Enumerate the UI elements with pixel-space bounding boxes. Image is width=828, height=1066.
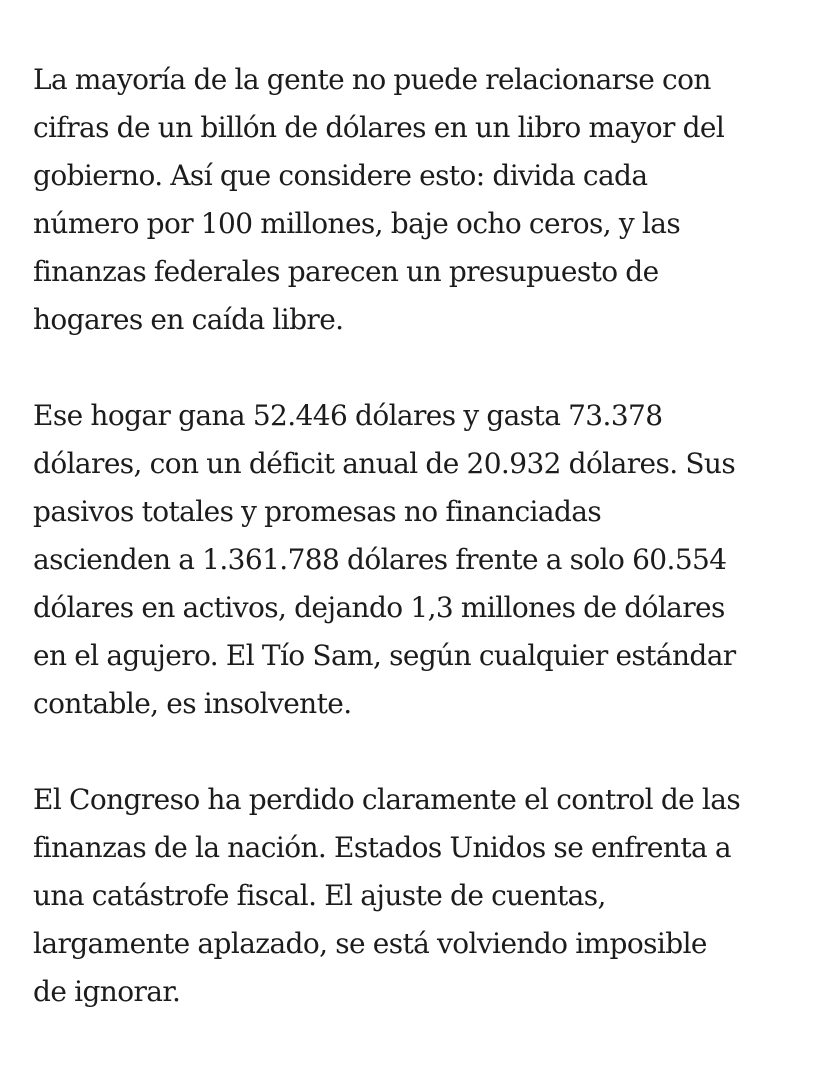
paragraph-line: contable, es insolvente. xyxy=(33,687,352,720)
paragraph-line: finanzas federales parecen un presupuesto de xyxy=(33,255,659,288)
paragraph-line: pasivos totales y promesas no financiadas xyxy=(33,495,602,528)
paragraph-line: ascienden a 1.361.788 dólares frente a solo 60.554 xyxy=(33,543,727,576)
paragraph-line: Ese hogar gana 52.446 dólares y gasta 73.378 xyxy=(33,399,663,432)
paragraph-line: hogares en caída libre. xyxy=(33,303,344,336)
paragraph-line: El Congreso ha perdido claramente el control de las xyxy=(33,783,741,816)
paragraph-3 xyxy=(33,776,803,1016)
paragraph-1 xyxy=(33,56,803,344)
paragraph-line: en el agujero. El Tío Sam, según cualquier estándar xyxy=(33,639,736,672)
paragraph-2 xyxy=(33,392,803,728)
paragraph-line: La mayoría de la gente no puede relacionarse con xyxy=(33,63,711,96)
paragraph-line: cifras de un billón de dólares en un libro mayor del xyxy=(33,111,725,144)
article-body xyxy=(33,56,803,1064)
paragraph-line: dólares, con un déficit anual de 20.932 dólares. Sus xyxy=(33,447,736,480)
paragraph-line: número por 100 millones, baje ocho ceros, y las xyxy=(33,207,681,240)
paragraph-line: finanzas de la nación. Estados Unidos se enfrenta a xyxy=(33,831,731,864)
paragraph-line: una catástrofe fiscal. El ajuste de cuentas, xyxy=(33,879,606,912)
paragraph-line: de ignorar. xyxy=(33,975,181,1008)
paragraph-line: largamente aplazado, se está volviendo imposible xyxy=(33,927,707,960)
paragraph-line: dólares en activos, dejando 1,3 millones de dólares xyxy=(33,591,725,624)
paragraph-line: gobierno. Así que considere esto: divida cada xyxy=(33,159,648,192)
